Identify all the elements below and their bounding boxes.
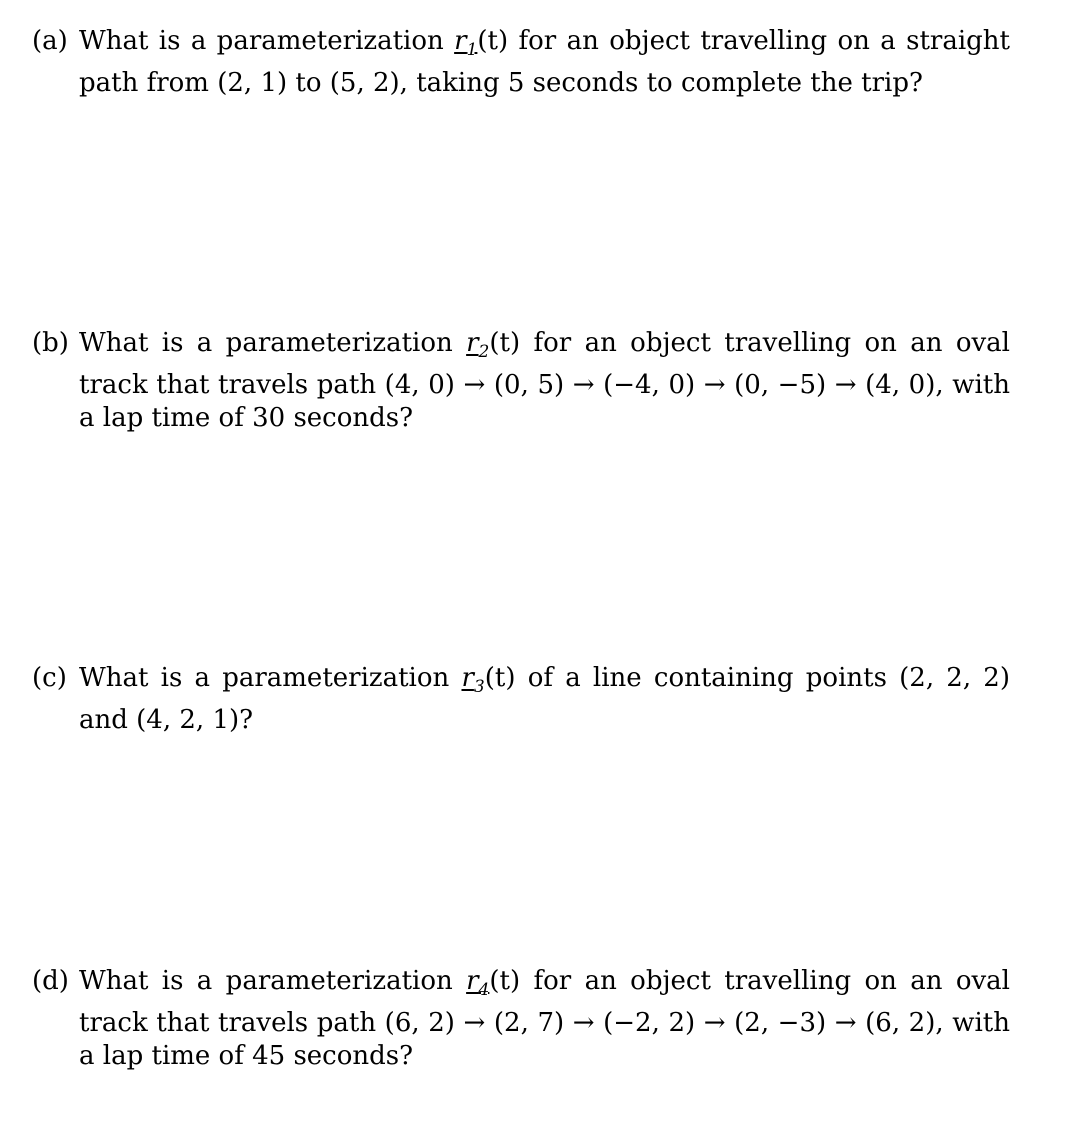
- problem-text: [79, 662, 1010, 737]
- question-body: for an object travelling on an oval track that travels path (4, 0) → (0, 5) → (−4, 0) → (0, −5) → (4, 0), with a lap time of 30 seconds?: [79, 328, 1010, 433]
- problem-b: [32, 327, 1010, 435]
- question-body: for an object travelling on an oval track that travels path (6, 2) → (2, 7) → (−2, 2) → (2, −3) → (6, 2), with a lap time of 45 seconds?: [79, 966, 1010, 1071]
- problem-c: [32, 662, 1010, 737]
- question-start: What is a parameterization: [79, 663, 450, 693]
- problem-d: [32, 965, 1010, 1073]
- question-start: What is a parameterization: [79, 328, 453, 358]
- problem-text: [79, 25, 1010, 100]
- problem-label: (c): [32, 663, 67, 693]
- vector-index: 1: [466, 40, 478, 60]
- question-body: of a line containing points (2, 2, 2) and (4, 2, 1)?: [79, 663, 1010, 735]
- vector-index: 2: [478, 342, 490, 362]
- question-start: What is a parameterization: [79, 966, 453, 996]
- vector-argument: (t): [489, 966, 521, 996]
- vector-argument: (t): [477, 26, 509, 56]
- problem-label: (d): [32, 966, 69, 996]
- vector-symbol: $r_1$: [454, 26, 478, 60]
- problem-label: (a): [32, 26, 68, 56]
- vector-argument: (t): [489, 328, 521, 358]
- vector-argument: (t): [484, 663, 516, 693]
- problem-a: [32, 25, 1010, 100]
- vector-symbol: $r_4$: [466, 966, 490, 1000]
- question-body: for an object travelling on a straight path from (2, 1) to (5, 2), taking 5 seconds to complete the trip?: [79, 26, 1011, 98]
- problem-text: [79, 327, 1010, 435]
- vector-symbol: $r_2$: [466, 328, 490, 362]
- problem-label: (b): [32, 328, 69, 358]
- vector-index: 3: [473, 677, 485, 697]
- problem-text: [79, 965, 1010, 1073]
- vector-symbol: $r_3$: [461, 663, 485, 697]
- vector-index: 4: [478, 980, 490, 1000]
- question-start: What is a parameterization: [79, 26, 444, 56]
